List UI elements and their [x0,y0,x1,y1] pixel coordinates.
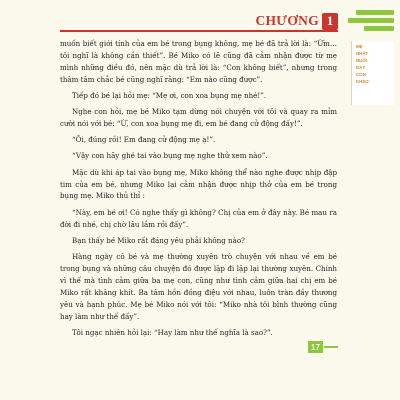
footer-rule [324,346,338,348]
decorative-bar [356,10,394,15]
chapter-heading [255,11,338,31]
chapter-number: 1 [322,13,338,30]
paragraph: “Vậy con hãy ghé tai vào bụng mẹ nghe thử xem nào”. [72,151,268,161]
side-title-line: MẸ [356,44,363,49]
decorative-bars [344,6,394,34]
side-title-box [351,41,394,105]
side-title [356,43,392,85]
paragraph: Tiếp đó bé lại hỏi mẹ: “Mẹ ơi, con xoa bụng mẹ nhé!”. [72,90,267,100]
paragraph: Tôi ngạc nhiên hỏi lại: “Hay làm như thế nghĩa là sao?”. [72,327,273,337]
paragraph: muốn biết giới tính của em bé trong bụng không, mẹ bé đã trả lời là: “Ừm… tôi nghĩ là không cần thiết”. Bé Miko có lẽ cũng đã cảm nhận được từ mẹ mình những điều đó, nên mặc dù trả lời là: “Con không biết”, nhưng trong thâm tâm chắc bé cũng nghĩ rằng: “Em nào cũng được”. [60,39,337,84]
chapter-word: CHƯƠNG [255,13,319,28]
side-title-line: CON [356,72,366,77]
side-title-line: KHÉO [356,79,369,84]
paragraph: Hàng ngày cô bé và mẹ thường xuyên trò chuyện với nhau về em bé trong bụng và những câu chuyện đó được lặp đi lặp lại thường xuyên. Chính vì thế mà tình cảm giữa ba mẹ con, cũng như tình cảm giữa hai chị em bé Miko rất khăng khít. Ba tâm hồn đồng điệu với nhau, luôn tràn đầy thương yêu và hạnh phúc. Mẹ bé Miko nói với tôi: “Miko nhà tôi bình thường cũng hay làm như thế đấy”. [60,251,337,321]
page-number: 17 [308,341,323,353]
header-rule [60,30,338,32]
paragraph: Bạn thấy bé Miko rất đáng yêu phải không nào? [72,235,245,245]
paragraph: Nghe con hỏi, mẹ bé Miko tạm dừng nói chuyện với tôi và quay ra mỉm cười nói với bé: “Ừ, con xoa bụng mẹ đi, em bé đang cử động đấy!”. [60,107,337,129]
body-text [60,38,337,343]
paragraph: Mặc dù khi áp tai vào bụng mẹ, Miko không thể nào nghe được nhịp đập tim của em bé, nhưng Miko lại cảm nhận được nhịp thở của em bé trong bụng mẹ. Miko thủ thỉ : [60,167,337,201]
paragraph: “Ôi, đúng rồi! Em đang cử động mẹ ạ!”. [72,135,216,145]
decorative-bar [364,26,394,31]
side-title-line: DẠY [356,65,366,70]
side-title-line: NHẬT [356,51,369,56]
decorative-bar [348,18,394,23]
side-title-line: NUÔI [356,58,367,63]
paragraph: “Này, em bé ơi! Có nghe thấy gì không? Chị của em ở đây này. Bé mau ra đời đi nhé, chị chờ lâu lắm rồi đấy”. [60,207,337,229]
